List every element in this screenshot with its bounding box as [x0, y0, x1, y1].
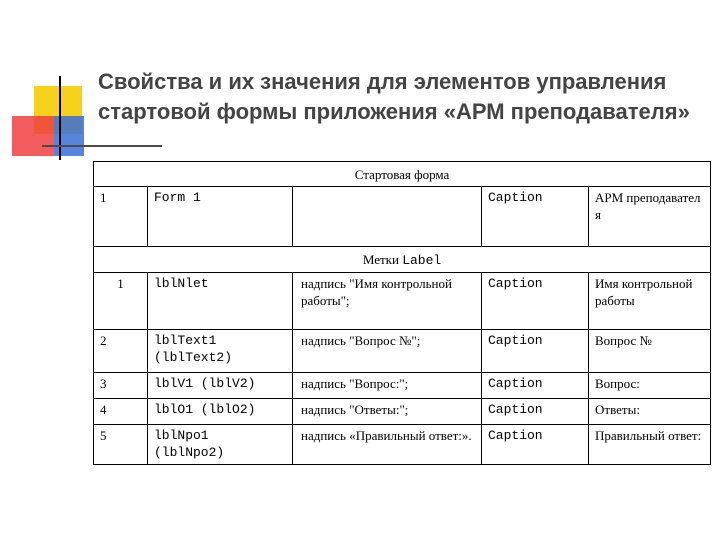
- property-value: Вопрос №: [589, 330, 711, 373]
- property-name: Caption: [482, 399, 589, 425]
- property-value: Ответы:: [589, 399, 711, 425]
- decor-vertical-line: [59, 76, 61, 160]
- control-description: надпись "Вопрос №";: [293, 330, 482, 373]
- row-number: 5: [94, 425, 148, 465]
- property-value: Правильный ответ:: [589, 425, 711, 465]
- row-number: 4: [94, 399, 148, 425]
- table-row: [94, 273, 711, 330]
- control-description: надпись "Имя контрольной работы";: [293, 273, 482, 330]
- properties-table: [93, 161, 711, 465]
- group-header-start-form: Стартовая форма: [94, 162, 711, 187]
- table-row: [94, 373, 711, 399]
- group-header-row: [94, 247, 711, 273]
- property-name: Caption: [482, 373, 589, 399]
- decor-red-square: [12, 116, 54, 156]
- row-number: 1: [94, 187, 148, 247]
- table-row: [94, 330, 711, 373]
- property-name: Caption: [482, 330, 589, 373]
- group-header-labels-text: Метки: [362, 252, 403, 267]
- row-number: 2: [94, 330, 148, 373]
- property-name: Caption: [482, 425, 589, 465]
- property-value: Имя контрольной работы: [589, 273, 711, 330]
- control-description: надпись «Правильный ответ:».: [293, 425, 482, 465]
- group-header-labels: [94, 247, 711, 273]
- row-number: 1: [94, 273, 148, 330]
- row-number: 3: [94, 373, 148, 399]
- group-header-labels-mono: Label: [402, 253, 442, 268]
- property-name: Caption: [482, 273, 589, 330]
- control-name: Form 1: [148, 187, 293, 247]
- control-name: lblNlet: [148, 273, 293, 330]
- group-header-row: [94, 162, 711, 187]
- control-name: lblNpo1 (lblNpo2): [148, 425, 293, 465]
- table-row: [94, 399, 711, 425]
- property-value: АРМ преподавател я: [589, 187, 711, 247]
- table-row: [94, 187, 711, 247]
- control-description: [293, 187, 482, 247]
- property-name: Caption: [482, 187, 589, 247]
- slide-title: Свойства и их значения для элементов управления стартовой формы приложения «АРМ преподавателя»: [98, 69, 690, 124]
- control-description: надпись "Вопрос:";: [293, 373, 482, 399]
- control-description: надпись "Ответы:";: [293, 399, 482, 425]
- control-name: lblV1 (lblV2): [148, 373, 293, 399]
- decor-horizontal-line: [42, 145, 162, 147]
- control-name: lblO1 (lblO2): [148, 399, 293, 425]
- property-value: Вопрос:: [589, 373, 711, 399]
- table-row: [94, 425, 711, 465]
- control-name: lblText1 (lblText2): [148, 330, 293, 373]
